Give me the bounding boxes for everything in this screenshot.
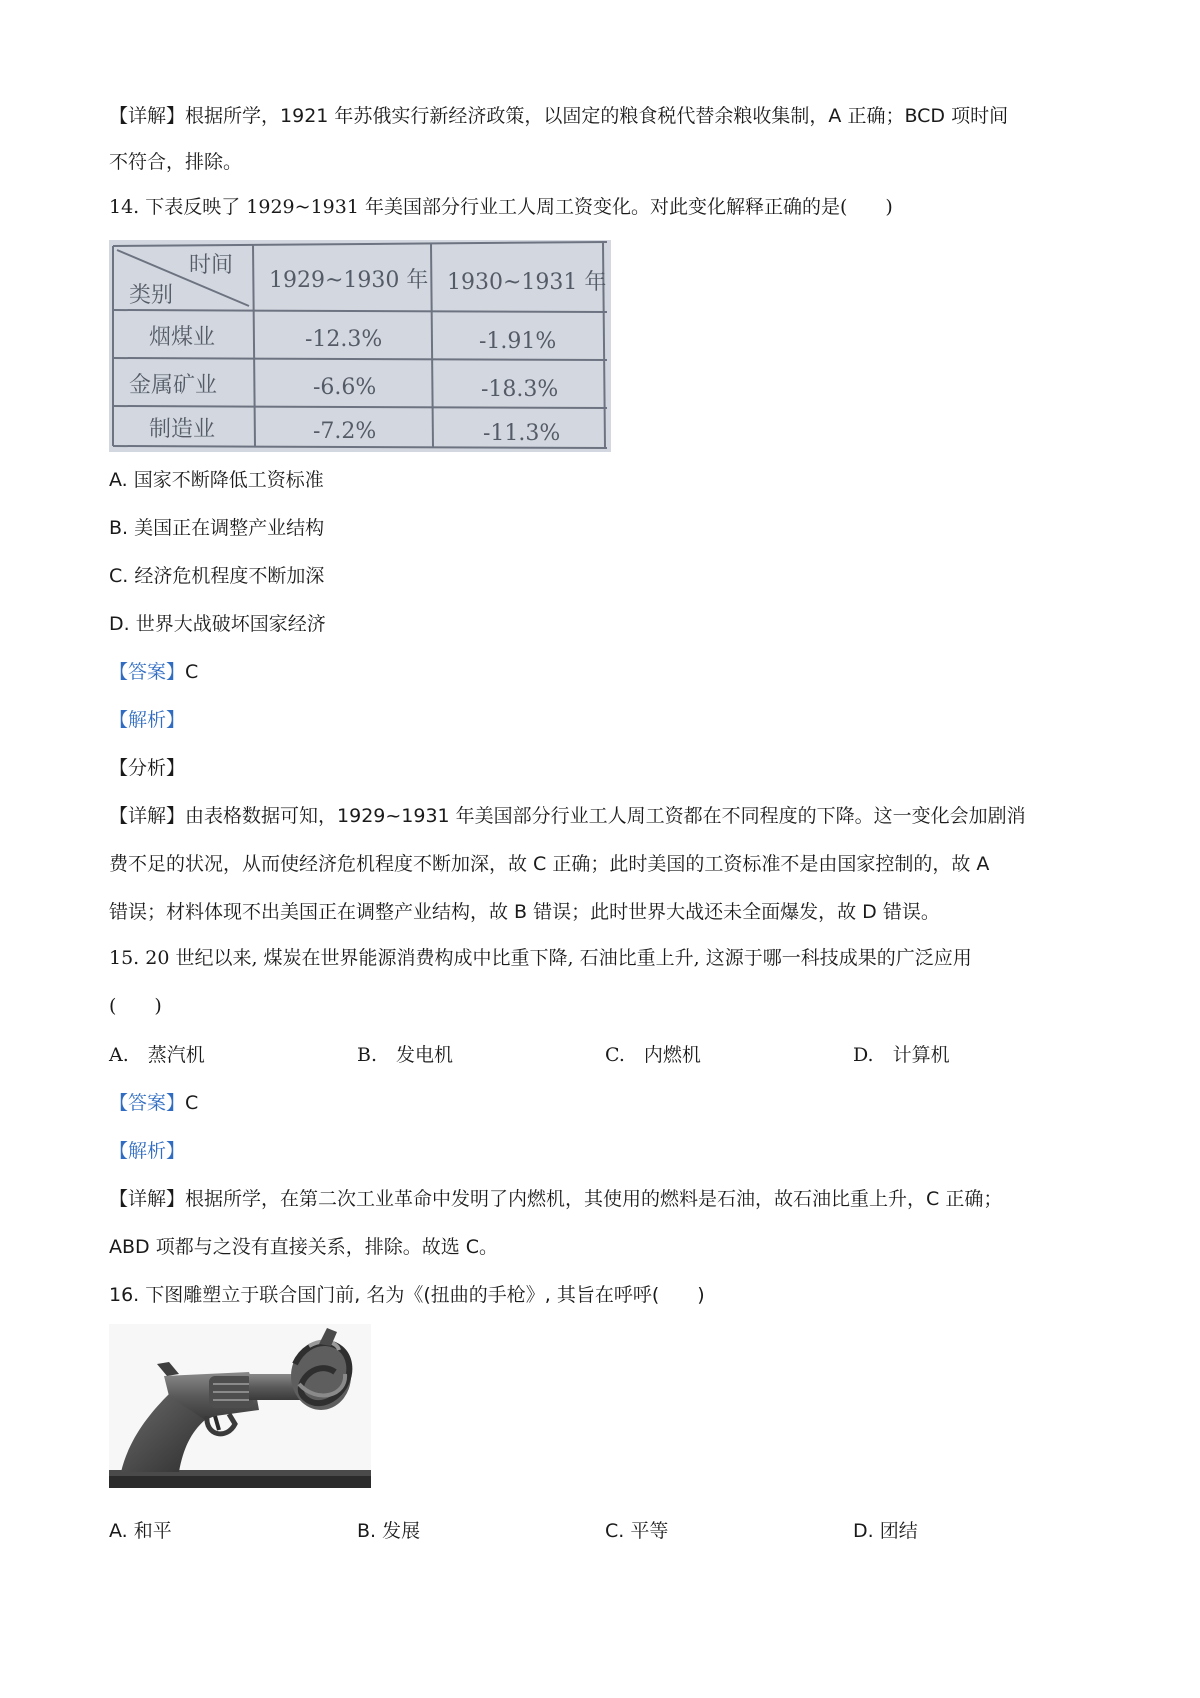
q14-detail-line-2: 费不足的状况，从而使经济危机程度不断加深，故 C 正确；此时美国的工资标准不是由国家控制的，故 A bbox=[109, 853, 990, 875]
q14-detail-line-1 bbox=[109, 803, 1026, 829]
q14-detail-text-1: 由表格数据可知，1929~1931 年美国部分行业工人周工资都在不同程度的下降。这一变化会加剧消 bbox=[185, 805, 1026, 827]
table-row-2-category: 金属矿业 bbox=[129, 373, 218, 398]
q15-stem-line-1: 15. 20 世纪以来, 煤炭在世界能源消费构成中比重下降, 石油比重上升, 这源于哪一科技成果的广泛应用 bbox=[109, 947, 972, 969]
table-col-2: 1930~1931 年 bbox=[447, 270, 607, 295]
knotted-gun-sculpture-image bbox=[109, 1324, 371, 1488]
q13-detail-line-2: 不符合，排除。 bbox=[109, 151, 243, 173]
q14-detail-label: 【详解】 bbox=[109, 805, 186, 827]
table-row-1-v1: -12.3% bbox=[305, 327, 383, 352]
q15-detail-line-1 bbox=[109, 1186, 1002, 1212]
table-row-3-v2: -11.3% bbox=[483, 421, 561, 446]
q15-answer bbox=[109, 1090, 198, 1116]
q14-detail-line-3: 错误；材料体现不出美国正在调整产业结构，故 B 错误；此时世界大战还未全面爆发，故 D 错误。 bbox=[109, 901, 940, 923]
q15-detail-line-2: ABD 项都与之没有直接关系，排除。故选 C。 bbox=[109, 1236, 499, 1258]
q14-wage-table-image bbox=[109, 240, 611, 452]
q14-option-a: A. 国家不断降低工资标准 bbox=[109, 469, 324, 491]
q14-answer-label: 【答案】 bbox=[109, 661, 186, 683]
table-row-3-category: 制造业 bbox=[149, 417, 216, 442]
q15-analysis-label: 【解析】 bbox=[109, 1140, 186, 1162]
q15-option-c: C. 内燃机 bbox=[605, 1044, 701, 1066]
table-row-1-category: 烟煤业 bbox=[149, 325, 216, 350]
q14-analysis-label: 【解析】 bbox=[109, 709, 186, 731]
q15-option-b: B. 发电机 bbox=[357, 1044, 454, 1066]
q15-option-a: A. 蒸汽机 bbox=[109, 1044, 205, 1066]
q14-answer-value: C bbox=[185, 661, 199, 683]
table-header-time: 时间 bbox=[189, 253, 234, 278]
table-row-1-v2: -1.91% bbox=[479, 329, 557, 354]
q13-detail-line-1 bbox=[109, 103, 1008, 129]
q14-answer bbox=[109, 659, 198, 685]
q15-answer-value: C bbox=[185, 1092, 199, 1114]
q16-option-b: B. 发展 bbox=[357, 1520, 421, 1542]
q15-stem-line-2: ( ) bbox=[109, 995, 162, 1017]
q14-option-d: D. 世界大战破坏国家经济 bbox=[109, 613, 326, 635]
q15-option-d: D. 计算机 bbox=[853, 1044, 950, 1066]
q14-stem: 14. 下表反映了 1929~1931 年美国部分行业工人周工资变化。对此变化解释正确的是( ) bbox=[109, 196, 893, 218]
q14-fenxi-label: 【分析】 bbox=[109, 757, 186, 779]
q16-option-d: D. 团结 bbox=[853, 1520, 918, 1542]
q16-option-c: C. 平等 bbox=[605, 1520, 669, 1542]
q13-detail-text-1: 根据所学，1921 年苏俄实行新经济政策，以固定的粮食税代替余粮收集制，A 正确；BCD 项时间 bbox=[185, 105, 1009, 127]
q16-stem: 16. 下图雕塑立于联合国门前, 名为《(扭曲的手枪》, 其旨在呼呼( ) bbox=[109, 1284, 705, 1306]
table-row-3-v1: -7.2% bbox=[313, 419, 377, 444]
q15-answer-label: 【答案】 bbox=[109, 1092, 186, 1114]
table-header-category: 类别 bbox=[129, 283, 174, 308]
table-row-2-v2: -18.3% bbox=[481, 377, 559, 402]
q15-detail-text-1: 根据所学，在第二次工业革命中发明了内燃机，其使用的燃料是石油，故石油比重上升，C 正确； bbox=[185, 1188, 1003, 1210]
table-col-1: 1929~1930 年 bbox=[269, 268, 429, 293]
q13-detail-label: 【详解】 bbox=[109, 105, 186, 127]
table-row-2-v1: -6.6% bbox=[313, 375, 377, 400]
q14-option-b: B. 美国正在调整产业结构 bbox=[109, 517, 325, 539]
q14-option-c: C. 经济危机程度不断加深 bbox=[109, 565, 325, 587]
q16-option-a: A. 和平 bbox=[109, 1520, 172, 1542]
q15-detail-label: 【详解】 bbox=[109, 1188, 186, 1210]
